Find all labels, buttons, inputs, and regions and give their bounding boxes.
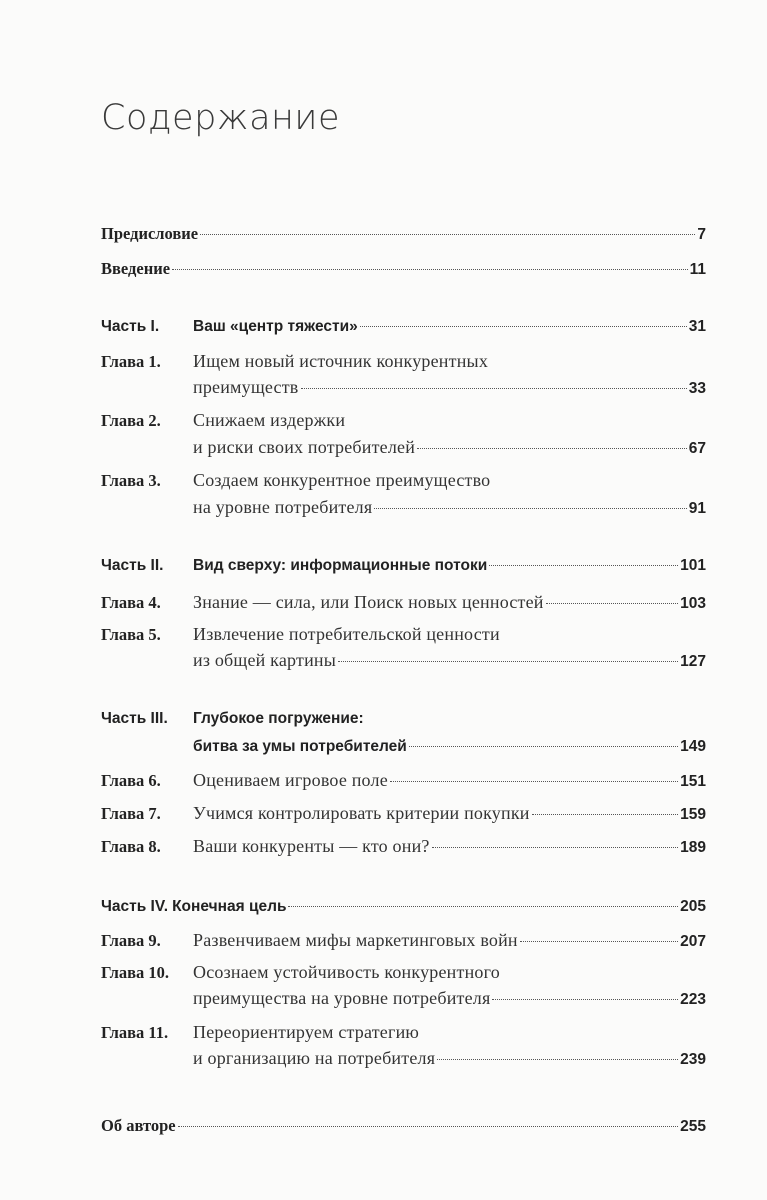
toc-entry-chapter-11-cont	[101, 1046, 706, 1070]
leader-dots	[437, 1059, 678, 1060]
page-number: 31	[688, 318, 706, 335]
page-number: 255	[680, 1118, 706, 1135]
chapter-title: Создаем конкурентное преимущество	[193, 470, 491, 490]
part-label: Часть I.	[101, 318, 160, 335]
page-number: 205	[680, 898, 706, 915]
toc-entry-about-author[interactable]	[101, 1114, 706, 1138]
chapter-title: Ищем новый источник конкурентных	[193, 351, 489, 371]
toc-entry-chapter-7[interactable]	[101, 801, 706, 825]
toc-entry-chapter-3-cont	[101, 495, 706, 519]
leader-dots	[390, 781, 678, 782]
chapter-title-cont: на уровне потребителя	[193, 497, 373, 517]
leader-dots	[546, 603, 678, 604]
toc-entry-chapter-3[interactable]	[101, 468, 706, 492]
toc-entry-chapter-5-cont	[101, 648, 706, 672]
part-title: Ваш «центр тяжести»	[193, 318, 358, 335]
chapter-title: Знание — сила, или Поиск новых ценностей	[193, 592, 544, 612]
page-number: 159	[680, 806, 706, 823]
toc-entry-chapter-10-cont	[101, 986, 706, 1010]
entry-label: Введение	[101, 259, 171, 278]
toc-entry-chapter-2[interactable]	[101, 408, 706, 432]
chapter-label: Глава 7.	[101, 804, 161, 823]
page-number: 11	[689, 261, 706, 278]
chapter-label: Глава 2.	[101, 411, 161, 430]
toc-entry-part-4[interactable]	[101, 895, 706, 919]
toc-entry-chapter-5[interactable]	[101, 622, 706, 646]
part-title: Конечная цель	[172, 898, 287, 915]
chapter-label: Глава 9.	[101, 931, 161, 950]
toc-entry-chapter-8[interactable]	[101, 834, 706, 858]
entry-label: Об авторе	[101, 1116, 176, 1135]
chapter-title-cont: преимуществ	[193, 377, 299, 397]
page-number: 151	[680, 773, 706, 790]
chapter-label: Глава 11.	[101, 1023, 169, 1042]
leader-dots	[409, 746, 678, 747]
toc-entry-preface[interactable]	[101, 222, 706, 246]
chapter-label: Глава 1.	[101, 352, 161, 371]
toc-entry-chapter-10[interactable]	[101, 960, 706, 984]
chapter-label: Глава 6.	[101, 771, 161, 790]
leader-dots	[492, 999, 678, 1000]
page-number: 33	[688, 380, 706, 397]
chapter-title: Оцениваем игровое поле	[193, 770, 388, 790]
part-title: Вид сверху: информационные потоки	[193, 557, 488, 574]
chapter-title: Развенчиваем мифы маркетинговых войн	[193, 930, 518, 950]
toc-entry-part-3[interactable]	[101, 707, 706, 731]
part-title-cont: битва за умы потребителей	[193, 738, 407, 755]
page-number: 7	[697, 226, 706, 243]
leader-dots	[532, 814, 679, 815]
leader-dots	[288, 906, 678, 907]
chapter-label: Глава 5.	[101, 625, 161, 644]
part-label: Часть III.	[101, 710, 168, 727]
chapter-title-cont: из общей картины	[193, 650, 337, 670]
toc-entry-chapter-1[interactable]	[101, 349, 706, 373]
leader-dots	[417, 448, 687, 449]
chapter-title: Ваши конкуренты — кто они?	[193, 836, 430, 856]
entry-label: Предисловие	[101, 224, 199, 243]
chapter-title-cont: и организацию на потребителя	[193, 1048, 436, 1068]
chapter-title: Переориентируем стратегию	[193, 1022, 420, 1042]
part-label: Часть II.	[101, 557, 164, 574]
chapter-label: Глава 10.	[101, 963, 170, 982]
page-number: 67	[688, 440, 706, 457]
chapter-title-cont: преимущества на уровне потребителя	[193, 988, 491, 1008]
chapter-label: Глава 8.	[101, 837, 161, 856]
page-number: 207	[680, 933, 706, 950]
chapter-title: Учимся контролировать критерии покупки	[193, 803, 530, 823]
leader-dots	[178, 1126, 679, 1127]
chapter-title-cont: и риски своих потребителей	[193, 437, 416, 457]
leader-dots	[338, 661, 678, 662]
leader-dots	[172, 269, 688, 270]
leader-dots	[374, 508, 686, 509]
page-number: 103	[680, 595, 706, 612]
leader-dots	[360, 326, 687, 327]
leader-dots	[489, 565, 678, 566]
leader-dots	[200, 234, 695, 235]
page-number: 127	[680, 653, 706, 670]
chapter-label: Глава 4.	[101, 593, 161, 612]
chapter-title: Извлечение потребительской ценности	[193, 624, 500, 644]
chapter-label: Глава 3.	[101, 471, 161, 490]
page-number: 223	[680, 991, 706, 1008]
toc-entry-chapter-2-cont	[101, 435, 706, 459]
page-number: 101	[680, 557, 706, 574]
page-title: Содержание	[101, 98, 341, 138]
page-number: 239	[680, 1051, 706, 1068]
page-number: 91	[688, 500, 706, 517]
toc-entry-chapter-9[interactable]	[101, 928, 706, 952]
chapter-title: Снижаем издержки	[193, 410, 346, 430]
toc-entry-part-1[interactable]	[101, 315, 706, 339]
toc-entry-chapter-6[interactable]	[101, 768, 706, 792]
page-number: 149	[680, 738, 706, 755]
part-title: Глубокое погружение:	[193, 710, 364, 727]
toc-entry-intro[interactable]	[101, 257, 706, 281]
leader-dots	[432, 847, 679, 848]
leader-dots	[520, 941, 678, 942]
toc-entry-chapter-1-cont	[101, 375, 706, 399]
toc-entry-chapter-11[interactable]	[101, 1020, 706, 1044]
leader-dots	[301, 388, 687, 389]
toc-entry-chapter-4[interactable]	[101, 590, 706, 614]
toc-entry-part-3-cont	[101, 735, 706, 759]
chapter-title: Осознаем устойчивость конкурентного	[193, 962, 500, 982]
toc-entry-part-2[interactable]	[101, 554, 706, 578]
page-number: 189	[680, 839, 706, 856]
part-label: Часть IV.	[101, 898, 169, 915]
